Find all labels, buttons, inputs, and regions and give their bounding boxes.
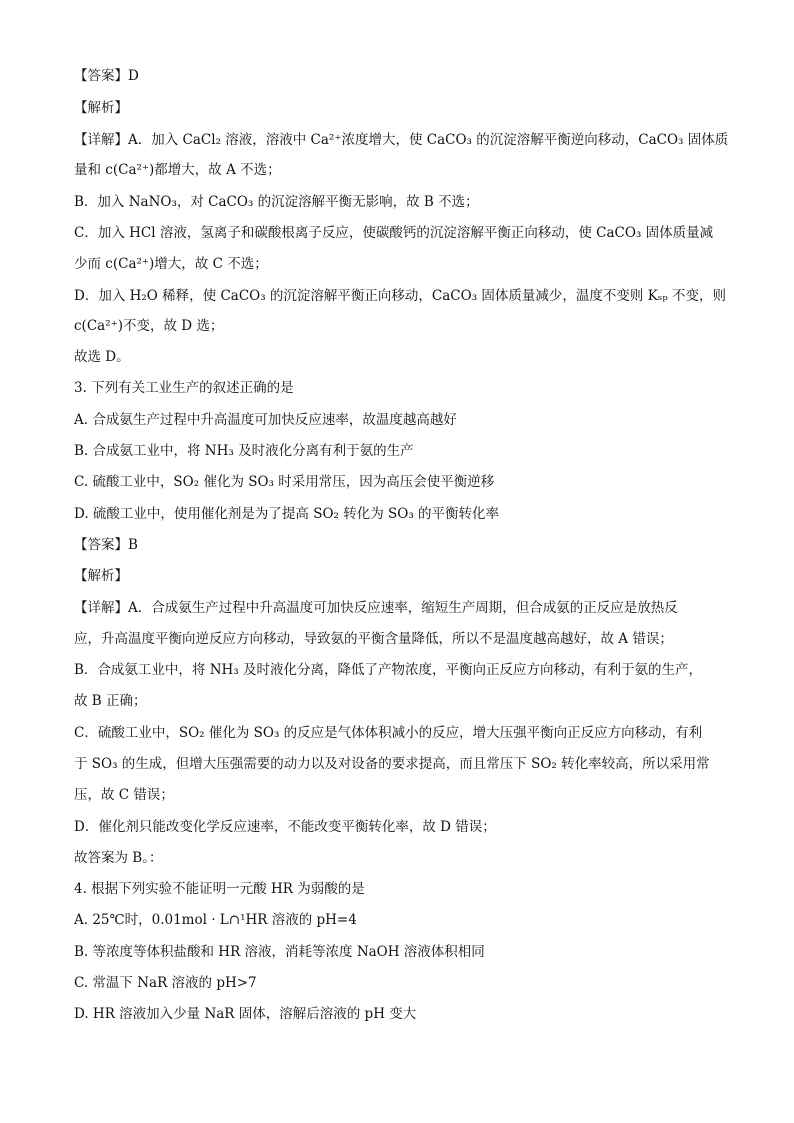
conclusion-line: 故选 D。 (74, 349, 130, 365)
question-3-stem: 3. 下列有关工业生产的叙述正确的是 (74, 380, 294, 396)
explanation-line: C．加入 HCl 溶液，氢离子和碳酸根离子反应，使碳酸钙的沉淀溶解平衡正向移动，使 CaCO₃ 固体质量减 (74, 225, 714, 241)
explanation-line: 量和 c(Ca²⁺)都增大，故 A 不选； (74, 162, 281, 178)
explanation-line: 压，故 C 错误； (74, 787, 174, 803)
explanation-line: 故 B 正确； (74, 693, 147, 709)
explanation-line: 少而 c(Ca²⁺)增大，故 C 不选； (74, 256, 268, 272)
question-4-stem: 4. 根据下列实验不能证明一元酸 HR 为弱酸的是 (74, 881, 365, 897)
explanation-line: 应，升高温度平衡向逆反应方向移动，导致氨的平衡含量降低，所以不是温度越高越好，故 A 错误； (74, 631, 673, 647)
explanation-line: B．加入 NaNO₃，对 CaCO₃ 的沉淀溶解平衡无影响，故 B 不选； (74, 194, 479, 210)
explanation-line: B．合成氨工业中，将 NH₃ 及时液化分离，降低了产物浓度，平衡向正反应方向移动，有利于氨的生产， (74, 662, 702, 678)
explanation-line: C．硫酸工业中，SO₂ 催化为 SO₃ 的反应是气体体积减小的反应，增大压强平衡向正反应方向移动，有利 (74, 725, 703, 741)
question-3-option-d: D. 硫酸工业中，使用催化剂是为了提高 SO₂ 转化为 SO₃ 的平衡转化率 (74, 506, 500, 522)
explanation-line: 【详解】A．合成氨生产过程中升高温度可加快反应速率，缩短生产周期，但合成氨的正反应是放热反 (74, 600, 678, 616)
conclusion-line: 故答案为 B。： (74, 850, 163, 866)
question-4-option-b: B. 等浓度等体积盐酸和 HR 溶液，消耗等浓度 NaOH 溶液体积相同 (74, 944, 485, 960)
analysis-label-q2: 【解析】 (74, 100, 128, 116)
question-3-option-c: C. 硫酸工业中，SO₂ 催化为 SO₃ 时采用常压，因为高压会使平衡逆移 (74, 474, 495, 490)
question-4-option-a: A. 25℃时，0.01mol · L∩¹HR 溶液的 pH=4 (74, 912, 357, 928)
question-3-option-a: A. 合成氨生产过程中升高温度可加快反应速率，故温度越高越好 (74, 412, 457, 428)
answer-label-q2: 【答案】D (74, 68, 139, 84)
explanation-line: 【详解】A．加入 CaCl₂ 溶液，溶液中 Ca²⁺浓度增大，使 CaCO₃ 的沉淀溶解平衡逆向移动，CaCO₃ 固体质 (74, 132, 729, 148)
answer-label-q3: 【答案】B (74, 537, 138, 553)
explanation-line: c(Ca²⁺)不变，故 D 选； (74, 318, 224, 334)
question-4-option-c: C. 常温下 NaR 溶液的 pH>7 (74, 975, 257, 991)
explanation-line: 于 SO₃ 的生成，但增大压强需要的动力以及对设备的要求提高，而且常压下 SO₂ 转化率较高，所以采用常 (74, 756, 710, 772)
question-3-option-b: B. 合成氨工业中，将 NH₃ 及时液化分离有利于氨的生产 (74, 443, 414, 459)
analysis-label-q3: 【解析】 (74, 568, 128, 584)
question-4-option-d: D. HR 溶液加入少量 NaR 固体，溶解后溶液的 pH 变大 (74, 1006, 417, 1022)
explanation-line: D．催化剂只能改变化学反应速率，不能改变平衡转化率，故 D 错误； (74, 819, 496, 835)
explanation-line: D．加入 H₂O 稀释，使 CaCO₃ 的沉淀溶解平衡正向移动，CaCO₃ 固体质量减少，温度不变则 Kₛₚ 不变，则 (74, 288, 727, 304)
